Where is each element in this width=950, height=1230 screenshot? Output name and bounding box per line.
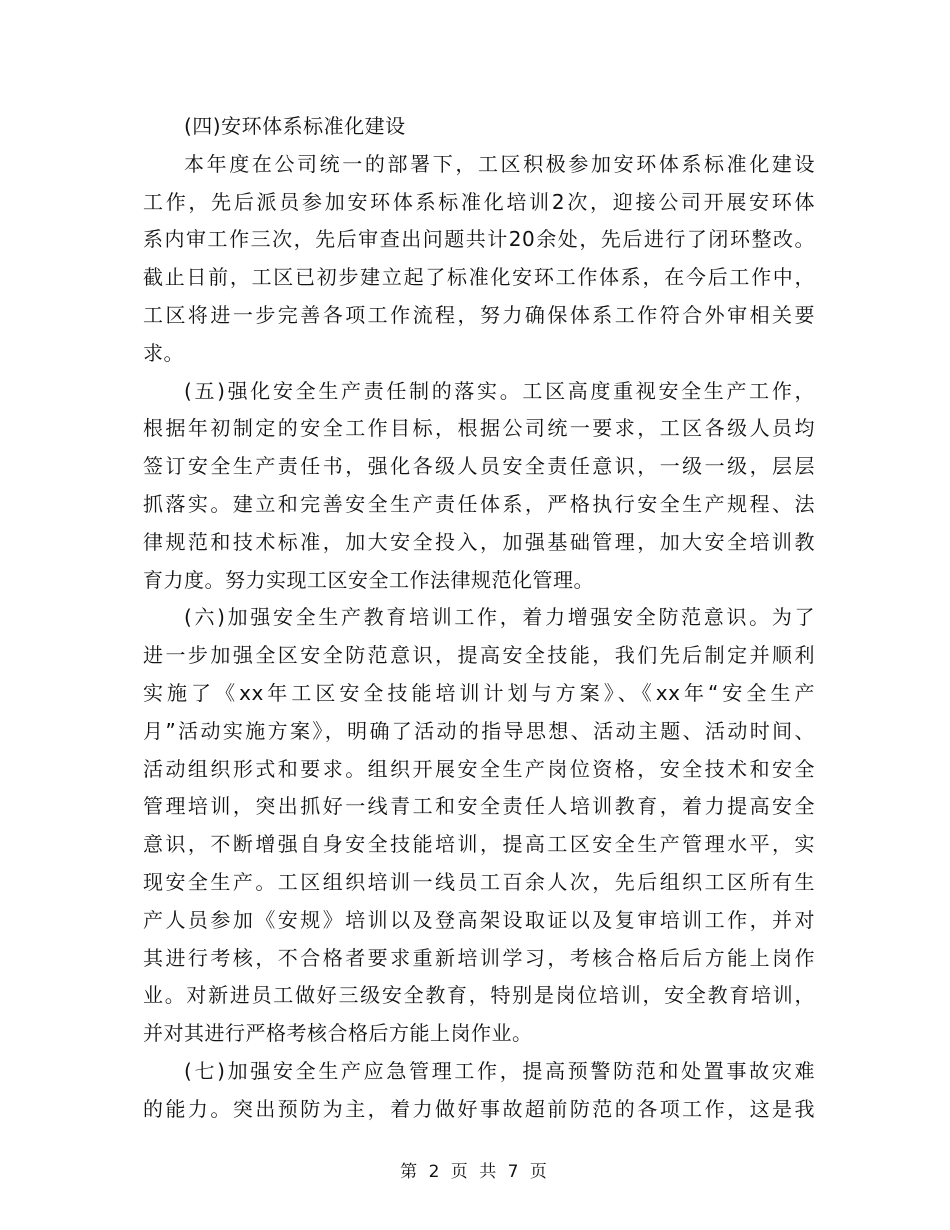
text-line: 律规范和技术标准，加大安全投入，加强基础管理，加大安全培训教 — [143, 529, 815, 554]
paragraph-para-4 — [143, 146, 815, 373]
text-line: 业。对新进员工做好三级安全教育，特别是岗位培训，安全教育培训， — [143, 983, 815, 1008]
text-line: 抓落实。建立和完善安全生产责任体系，严格执行安全生产规程、法 — [143, 491, 815, 516]
text-line: 求。 — [143, 340, 184, 365]
text-line: 截止日前，工区已初步建立起了标准化安环工作体系，在今后工作中， — [143, 265, 815, 290]
paragraph-heading-4 — [143, 108, 815, 146]
text-line: 并对其进行严格考核合格后方能上岗作业。 — [143, 1021, 533, 1046]
text-line: 签订安全生产责任书，强化各级人员安全责任意识，一级一级，层层 — [143, 454, 815, 479]
text-line: (五)强化安全生产责任制的落实。工区高度重视安全生产工作， — [184, 378, 815, 403]
text-line: 现安全生产。工区组织培训一线员工百余人次，先后组织工区所有生 — [143, 869, 815, 894]
paragraph-para-6 — [143, 599, 815, 1053]
text-line: 进一步加强全区安全防范意识，提高安全技能，我们先后制定并顺利 — [143, 643, 815, 668]
text-line: 育力度。努力实现工区安全工作法律规范化管理。 — [143, 567, 594, 592]
paragraph-para-7 — [143, 1053, 815, 1129]
text-line: 本年度在公司统一的部署下，工区积极参加安环体系标准化建设 — [184, 151, 815, 176]
text-line: 的能力。突出预防为主，着力做好事故超前防范的各项工作，这是我 — [143, 1096, 815, 1121]
document-body — [143, 108, 815, 1129]
text-line: 活动组织形式和要求。组织开展安全生产岗位资格，安全技术和安全 — [143, 756, 815, 781]
text-line: 工作，先后派员参加安环体系标准化培训2次，迎接公司开展安环体 — [143, 189, 815, 214]
text-line: 意识，不断增强自身安全技能培训，提高工区安全生产管理水平，实 — [143, 832, 815, 857]
text-line: 根据年初制定的安全工作目标，根据公司统一要求，工区各级人员均 — [143, 416, 815, 441]
text-line: 管理培训，突出抓好一线青工和安全责任人培训教育，着力提高安全 — [143, 794, 815, 819]
text-line: 实施了《xx年工区安全技能培训计划与方案》、《xx年“安全生产 — [143, 680, 815, 705]
text-line: 系内审工作三次，先后审查出问题共计20余处，先后进行了闭环整改。 — [143, 227, 815, 252]
text-line: 其进行考核，不合格者要求重新培训学习，考核合格后后方能上岗作 — [143, 945, 815, 970]
page-footer: 第 2 页 共 7 页 — [400, 1162, 550, 1182]
text-line: (六)加强安全生产教育培训工作，着力增强安全防范意识。为了 — [184, 605, 815, 630]
text-line: 产人员参加《安规》培训以及登高架设取证以及复审培训工作，并对 — [143, 907, 815, 932]
text-line: 工区将进一步完善各项工作流程，努力确保体系工作符合外审相关要 — [143, 302, 815, 327]
text-line: (四)安环体系标准化建设 — [184, 114, 406, 138]
text-line: (七)加强安全生产应急管理工作，提高预警防范和处置事故灾难 — [184, 1058, 815, 1083]
text-line: 月”活动实施方案》，明确了活动的指导思想、活动主题、活动时间、 — [143, 718, 815, 743]
paragraph-para-5 — [143, 373, 815, 600]
